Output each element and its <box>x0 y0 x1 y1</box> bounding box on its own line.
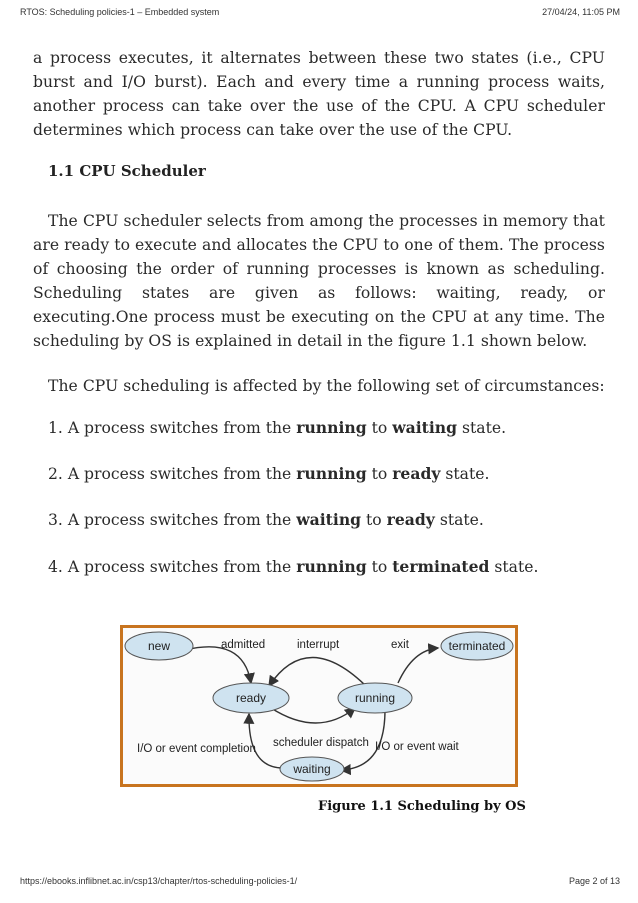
footer-page: Page 2 of 13 <box>568 876 620 886</box>
edge-exit <box>398 648 438 683</box>
process-state-diagram <box>120 625 518 787</box>
paragraph-circumstances: The CPU scheduling is affected by the following set of circumstances: <box>48 377 605 395</box>
state-diagram-svg <box>123 628 515 784</box>
list-item: 3. A process switches from the waiting to ready state. <box>48 510 484 529</box>
footer-url[interactable]: https://ebooks.inflibnet.ac.in/csp13/chapter/rtos-scheduling-policies-1/ <box>20 876 298 886</box>
edge-interrupt <box>269 657 368 688</box>
header-datetime: 27/04/24, 11:05 PM <box>542 7 620 17</box>
node-label-terminated: terminated <box>448 639 506 653</box>
node-label-waiting: waiting <box>293 762 331 776</box>
edge-label-admitted: admitted <box>221 639 266 651</box>
edge-dispatch <box>271 708 355 723</box>
edge-label-io-wait: I/O or event wait <box>375 741 459 753</box>
edge-label-interrupt: interrupt <box>297 639 340 651</box>
edge-label-io-completion: I/O or event completion <box>137 743 256 755</box>
paragraph-scheduler: The CPU scheduler selects from among the processes in memory that are ready to execute and allocates the CPU to one of them. The process of choosing the order of running processes is known as scheduling. Scheduling states are given as follows: waiting, ready, or executing.One process must be executing on the CPU at any time. The scheduling by OS is explained in detail in the figure 1.1 shown below. <box>33 212 605 350</box>
edge-label-dispatch: scheduler dispatch <box>273 737 369 749</box>
list-item: 2. A process switches from the running to ready state. <box>48 464 490 483</box>
figure-caption: Figure 1.1 Scheduling by OS <box>318 799 526 814</box>
paragraph-intro: a process executes, it alternates between these two states (i.e., CPU burst and I/O burst). Each and every time a running process waits, another process can take over the use of the CPU. A CPU scheduler determines which process can take over the use of the CPU. <box>33 49 605 139</box>
list-item: 1. A process switches from the running to waiting state. <box>48 418 507 437</box>
node-label-new: new <box>147 639 171 653</box>
section-heading: 1.1 CPU Scheduler <box>48 162 206 180</box>
node-label-ready: ready <box>235 691 267 705</box>
edge-admitted <box>185 647 251 683</box>
header-title: RTOS: Scheduling policies-1 – Embedded system <box>20 7 220 17</box>
edge-label-exit: exit <box>391 639 409 651</box>
node-label-running: running <box>354 691 396 705</box>
list-item: 4. A process switches from the running to terminated state. <box>48 557 539 576</box>
